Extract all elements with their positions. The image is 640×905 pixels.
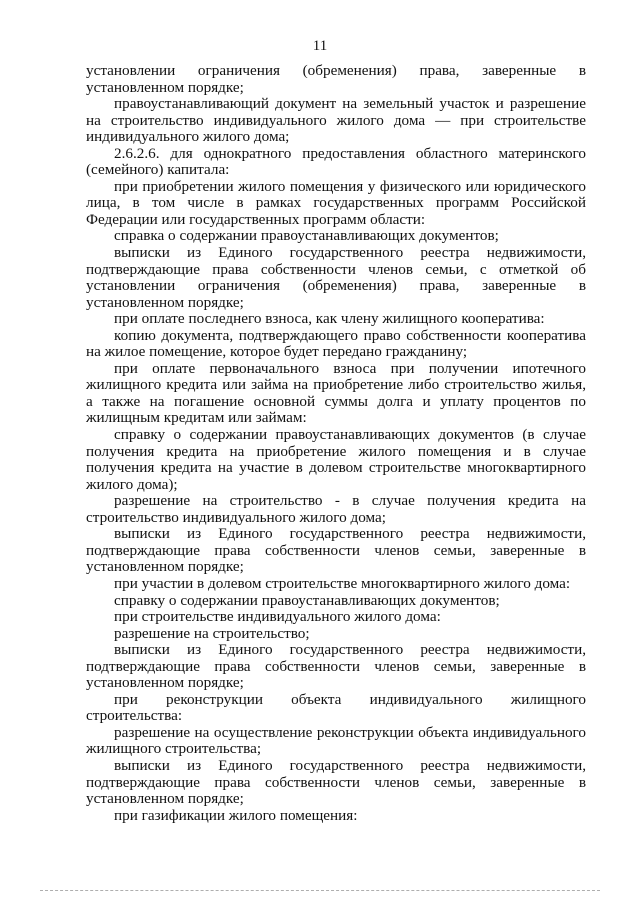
paragraph: справку о содержании правоустанавливающих документов (в случае получения кредита на приобретение жилого помещения и в случае получения кредита на участие в долевом строительстве многоквартирного жилого дома); (86, 426, 586, 493)
paragraph: разрешение на осуществление реконструкции объекта индивидуального жилищного строительства; (86, 723, 586, 758)
paragraph: правоустанавливающий документ на земельный участок и разрешение на строительство индивидуального жилого дома — при строительстве индивидуального жилого дома; (86, 95, 586, 146)
paragraph: выписки из Единого государственного реестра недвижимости, подтверждающие права собственности членов семьи, заверенные в установленном порядке; (86, 525, 586, 576)
paragraph: при участии в долевом строительстве многоквартирного жилого дома: (114, 574, 571, 592)
paragraph: установлении ограничения (обременения) права, заверенные в установленном порядке; (86, 62, 586, 96)
paragraph: при оплате последнего взноса, как члену жилищного кооператива: (114, 310, 545, 328)
paragraph: справку о содержании правоустанавливающих документов; (114, 591, 500, 609)
page-number: 11 (312, 38, 328, 54)
paragraph: разрешение на строительство; (114, 624, 310, 642)
paragraph: разрешение на строительство - в случае получения кредита на строительство индивидуального жилого дома; (86, 492, 586, 526)
paragraph: 2.6.2.6. для однократного предоставления областного материнского (семейного) капитала: (86, 144, 586, 179)
scan-edge-artifact (40, 890, 600, 893)
paragraph: при оплате первоначального взноса при получении ипотечного жилищного кредита или займа на приобретение либо строительство жилья, а также на погашение основной суммы долга и уплату процентов по жилищным кредитам или займам: (86, 359, 586, 427)
paragraph: при газификации жилого помещения: (114, 806, 358, 824)
paragraph: при строительстве индивидуального жилого дома: (114, 608, 441, 626)
paragraph: выписки из Единого государственного реестра недвижимости, подтверждающие права собственности членов семьи, с отметкой об установлении ограничения (обременения) права, заверенные в установленном порядке; (86, 244, 586, 311)
paragraph: справка о содержании правоустанавливающих документов; (114, 227, 499, 245)
paragraph: выписки из Единого государственного реестра недвижимости, подтверждающие права собственности членов семьи, заверенные в установленном порядке; (86, 641, 586, 692)
paragraph: копию документа, подтверждающего право собственности кооператива на жилое помещение, которое будет передано гражданину; (86, 326, 586, 361)
paragraph: при реконструкции объекта индивидуального жилищного строительства: (86, 690, 586, 725)
paragraph: выписки из Единого государственного реестра недвижимости, подтверждающие права собственности членов семьи, заверенные в установленном порядке; (86, 756, 586, 808)
paragraph: при приобретении жилого помещения у физического или юридического лица, в том числе в рамках государственных программ Российской Федерации или государственных программ области: (86, 177, 586, 228)
document-body (86, 63, 586, 824)
